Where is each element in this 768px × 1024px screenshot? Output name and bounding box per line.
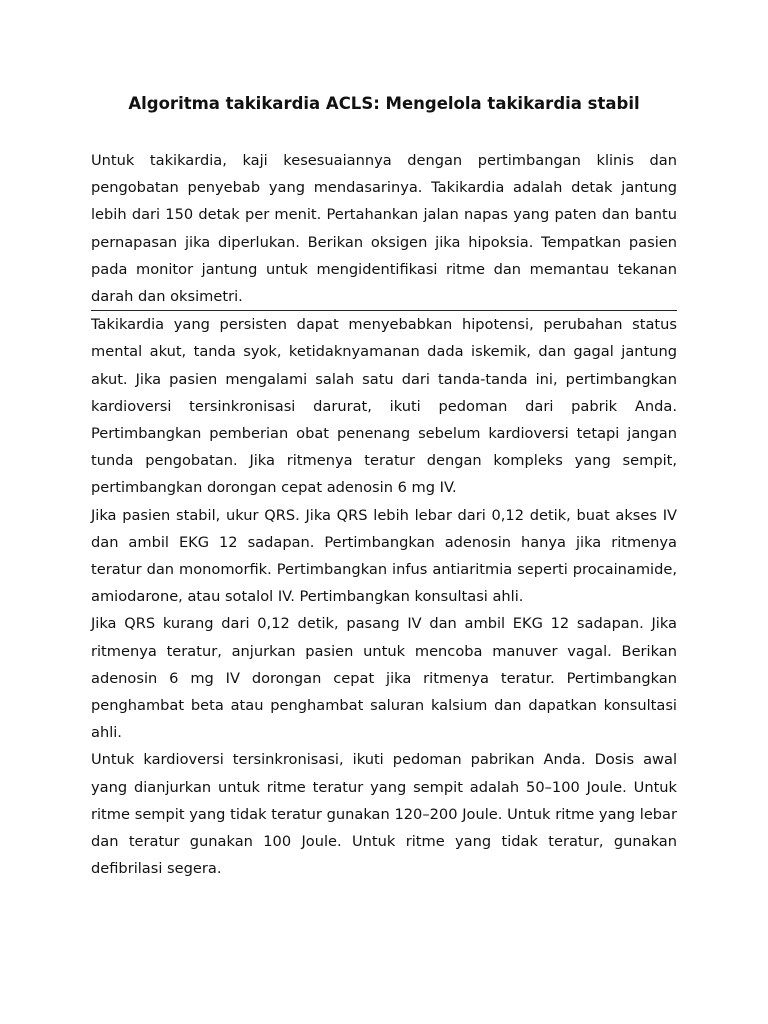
paragraph-narrow-qrs: Jika QRS kurang dari 0,12 detik, pasang IV dan ambil EKG 12 sadapan. Jika ritmenya teratur, anjurkan pasien untuk mencoba manuver vagal. Berikan adenosin 6 mg IV dorongan cepat jika ritmenya teratur. Pertimbangkan penghambat beta atau penghambat saluran kalsium dan dapatkan konsultasi ahli. (91, 615, 677, 742)
paragraph-assessment: Untuk takikardia, kaji kesesuaiannya dengan pertimbangan klinis dan pengobatan penyebab yang mendasarinya. Takikardia adalah detak jantung lebih dari 150 detak per menit. Pertahankan jalan napas yang paten dan bantu pernapasan jika diperlukan. Berikan oksigen jika hipoksia. Tempatkan pasien pada monitor jantung untuk mengidentifikasi ritme dan memantau tekanan darah dan oksimetri. (91, 152, 677, 306)
paragraph-unstable: Takikardia yang persisten dapat menyebabkan hipotensi, perubahan status mental akut, tanda syok, ketidaknyamanan dada iskemik, dan gagal jantung akut. Jika pasien mengalami salah satu dari tanda-tanda ini, pertimbangkan kardioversi tersinkronisasi darurat, ikuti pedoman dari pabrik Anda. Pertimbangkan pemberian obat penenang sebelum kardioversi tetapi jangan tunda pengobatan. Jika ritmenya teratur dengan kompleks yang sempit, pertimbangkan dorongan cepat adenosin 6 mg IV. (91, 316, 677, 497)
document-body (91, 147, 677, 882)
paragraph-wide-qrs: Jika pasien stabil, ukur QRS. Jika QRS lebih lebar dari 0,12 detik, buat akses IV dan ambil EKG 12 sadapan. Pertimbangkan adenosin hanya jika ritmenya teratur dan monomorfik. Pertimbangkan infus antiaritmia seperti procainamide, amiodarone, atau sotalol IV. Pertimbangkan konsultasi ahli. (91, 506, 677, 606)
document-title: Algoritma takikardia ACLS: Mengelola takikardia stabil (128, 94, 640, 113)
paragraph-cardioversion: Untuk kardioversi tersinkronisasi, ikuti pedoman pabrikan Anda. Dosis awal yang dianjurkan untuk ritme teratur yang sempit adalah 50–100 Joule. Untuk ritme sempit yang tidak teratur gunakan 120–200 Joule. Untuk ritme yang lebar dan teratur gunakan 100 Joule. Untuk ritme yang tidak teratur, gunakan defibrilasi segera. (91, 751, 677, 878)
